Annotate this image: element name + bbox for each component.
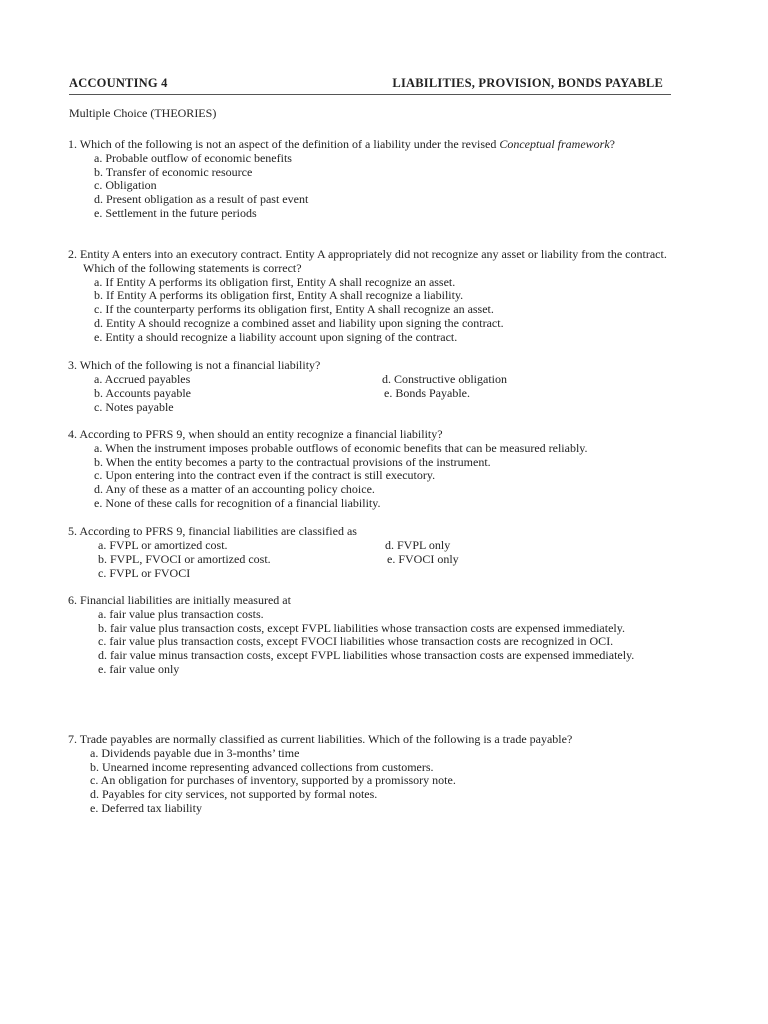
topic-title: LIABILITIES, PROVISION, BONDS PAYABLE: [392, 76, 663, 90]
option-a: a. Accrued payables: [94, 371, 191, 386]
course-title: ACCOUNTING 4: [69, 76, 168, 90]
question-3: [68, 359, 668, 414]
option-d: d. fair value minus transaction costs, except FVPL liabilities whose transaction costs are expensed immediately.: [98, 648, 635, 663]
option-c: c. fair value plus transaction costs, except FVOCI liabilities whose transaction costs are recognized in OCI.: [98, 634, 614, 649]
option-c: c. If the counterparty performs its obligation first, Entity A shall recognize an asset.: [94, 302, 494, 317]
option-c: c. Notes payable: [94, 399, 174, 414]
option-b: b. If Entity A performs its obligation first, Entity A shall recognize a liability.: [94, 288, 464, 303]
question-2: [68, 248, 668, 345]
page-header: [69, 76, 671, 95]
option-a: a. Probable outflow of economic benefits: [94, 150, 292, 165]
option-e: e. Entity a should recognize a liability account upon signing of the contract.: [94, 329, 458, 344]
option-c: c. FVPL or FVOCI: [98, 565, 191, 580]
option-b: b. fair value plus transaction costs, except FVPL liabilities whose transaction costs are expensed immediately.: [98, 620, 625, 635]
question-6: [68, 594, 668, 677]
italic-term: Conceptual framework: [499, 137, 610, 151]
option-e: e. Settlement in the future periods: [94, 205, 257, 220]
option-b: b. Unearned income representing advanced collections from customers.: [90, 759, 434, 774]
option-a: a. When the instrument imposes probable outflows of economic benefits that can be measured reliably.: [94, 440, 588, 455]
option-d: d. Any of these as a matter of an accounting policy choice.: [94, 482, 375, 497]
option-a: a. If Entity A performs its obligation first, Entity A shall recognize an asset.: [94, 274, 456, 289]
question-4: [68, 428, 668, 511]
question-stem: 5. According to PFRS 9, financial liabilities are classified as: [68, 524, 357, 538]
option-d: d. Payables for city services, not supported by formal notes.: [90, 787, 378, 802]
option-d: d. Constructive obligation: [382, 371, 507, 386]
option-b: b. Transfer of economic resource: [94, 164, 253, 179]
option-b: b. Accounts payable: [94, 385, 191, 400]
section-title: Multiple Choice (THEORIES): [69, 106, 217, 120]
option-grid: [68, 539, 668, 580]
option-a: a. Dividends payable due in 3-months’ time: [90, 745, 300, 760]
question-stem: 4. According to PFRS 9, when should an entity recognize a financial liability?: [68, 427, 443, 441]
option-b: b. FVPL, FVOCI or amortized cost.: [98, 551, 271, 566]
question-stem: 7. Trade payables are normally classified as current liabilities. Which of the following is a trade payable?: [68, 732, 573, 746]
question-stem: 2. Entity A enters into an executory contract. Entity A appropriately did not recognize any asset or liability from the contract. Which of the following statements is correct?: [68, 247, 667, 275]
question-5: [68, 525, 668, 580]
option-d: d. Present obligation as a result of past event: [94, 192, 309, 207]
question-stem: 3. Which of the following is not a financial liability?: [68, 358, 321, 372]
option-grid: [68, 373, 668, 414]
question-7: [68, 733, 668, 816]
option-e: e. Deferred tax liability: [90, 800, 202, 815]
option-b: b. When the entity becomes a party to the contractual provisions of the instrument.: [94, 454, 491, 469]
option-c: c. An obligation for purchases of inventory, supported by a promissory note.: [90, 773, 456, 788]
question-stem: 1. Which of the following is not an aspect of the definition of a liability under the revised Conceptual framework?: [68, 137, 615, 151]
option-c: c. Upon entering into the contract even if the contract is still executory.: [94, 468, 436, 483]
option-c: c. Obligation: [94, 178, 157, 193]
option-e: e. FVOCI only: [387, 551, 459, 566]
question-stem: 6. Financial liabilities are initially measured at: [68, 593, 291, 607]
question-1: [68, 138, 668, 221]
option-e: e. None of these calls for recognition of a financial liability.: [94, 495, 381, 510]
option-a: a. FVPL or amortized cost.: [98, 537, 228, 552]
option-e: e. Bonds Payable.: [384, 385, 470, 400]
option-d: d. Entity A should recognize a combined asset and liability upon signing the contract.: [94, 315, 504, 330]
option-e: e. fair value only: [98, 661, 180, 676]
option-d: d. FVPL only: [385, 537, 451, 552]
option-a: a. fair value plus transaction costs.: [98, 606, 264, 621]
